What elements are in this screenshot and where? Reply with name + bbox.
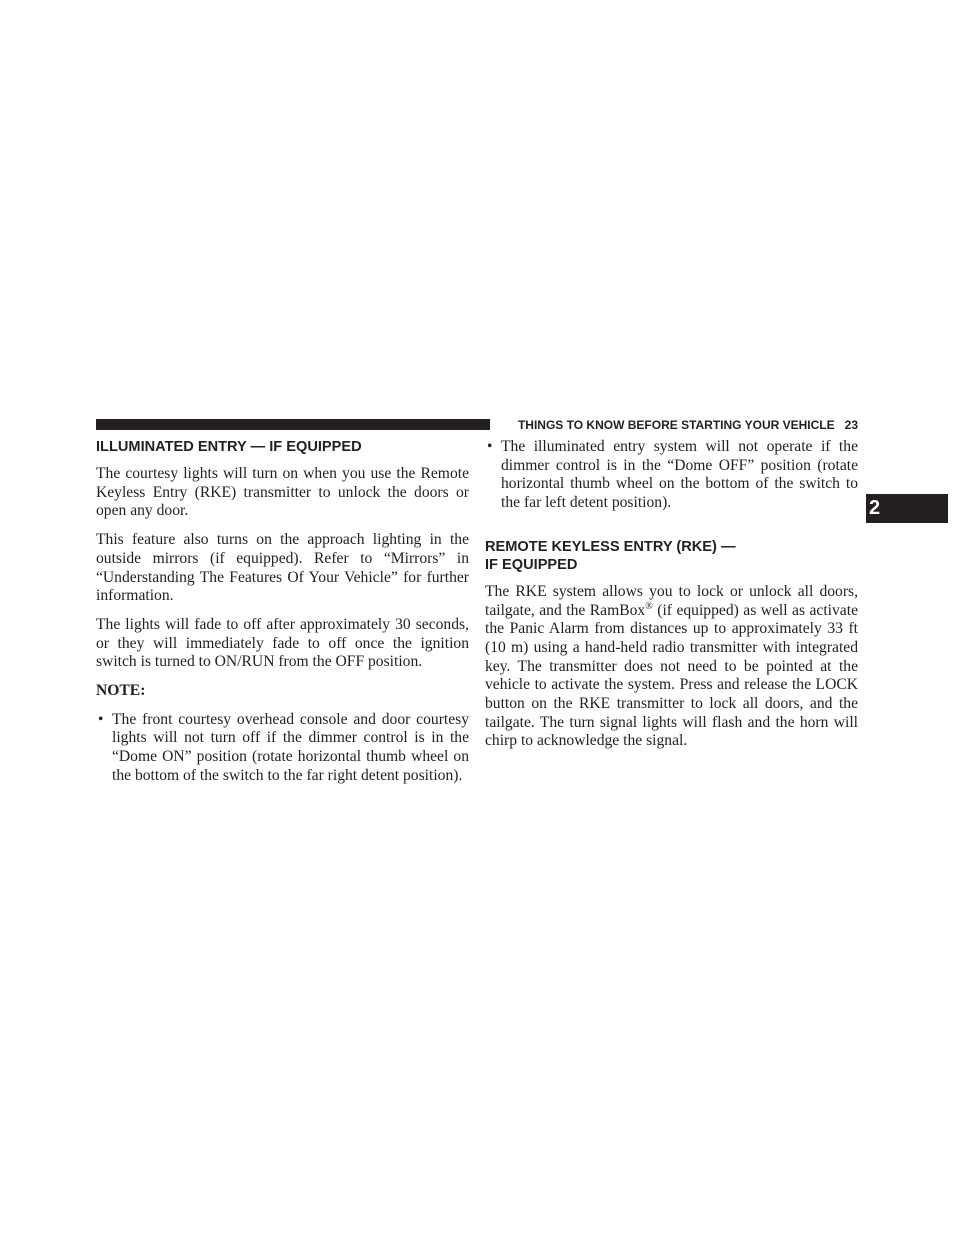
left-column: [96, 438, 469, 786]
section-heading-illuminated-entry: ILLUMINATED ENTRY — IF EQUIPPED: [96, 439, 362, 455]
rke-text-part-2: (if equipped) as well as activate the Panic Alarm from distances up to approximately 33 ft (10 m) using a hand-held radio transmitter with integrated key. The transmitter does not need to be pointed at the vehicle to activate the system. Press and release the LOCK button on the RKE transmitter to lock all doors, and the tailgate. The turn signal lights will flash and the horn will chirp to acknowledge the signal.: [485, 601, 858, 750]
running-header: [490, 417, 858, 433]
registered-trademark-mark: ®: [645, 600, 653, 612]
heading-line-1: REMOTE KEYLESS ENTRY (RKE) —: [485, 538, 736, 555]
rke-text-part-1: The RKE system allows you to lock or unlock all doors, tailgate, and the RamBox: [485, 582, 858, 619]
page-number: 23: [844, 418, 858, 432]
bullet-icon: •: [487, 438, 493, 455]
bullet-icon: •: [98, 710, 104, 728]
section-heading-rke: [485, 538, 858, 574]
header-rule-bar: [96, 419, 490, 430]
paragraph-fade-off: The lights will fade to off after approximately 30 seconds, or they will immediately fade to off once the ignition switch is turned to ON/RUN from the OFF position.: [96, 615, 469, 671]
bullet-text-dome-on: The front courtesy overhead console and door courtesy lights will not turn off if the dimmer control is in the “Dome ON” position (rotate horizontal thumb wheel on the bottom of the switch to the far right detent position).: [112, 710, 469, 784]
running-title: THINGS TO KNOW BEFORE STARTING YOUR VEHICLE: [517, 418, 835, 432]
chapter-tab: [866, 494, 948, 523]
note-label: NOTE:: [96, 682, 146, 700]
heading-line-2: IF EQUIPPED: [485, 556, 578, 573]
right-column: [485, 438, 858, 751]
bullet-text-dome-off: The illuminated entry system will not operate if the dimmer control is in the “Dome OFF” position (rotate horizontal thumb wheel on the bottom of the switch to the far left detent position).: [501, 438, 858, 512]
paragraph-approach-lighting: This feature also turns on the approach lighting in the outside mirrors (if equipped). Refer to “Mirrors” in “Understanding The Features Of Your Vehicle” for further information.: [96, 531, 469, 605]
list-item: [96, 711, 469, 786]
paragraph-courtesy-lights: The courtesy lights will turn on when you use the Remote Keyless Entry (RKE) transmitter to unlock the doors or open any door.: [96, 465, 469, 520]
chapter-number: 2: [869, 497, 881, 519]
list-item: [485, 438, 858, 513]
continued-bullet-list: [485, 438, 858, 513]
note-bullet-list: [96, 711, 469, 786]
paragraph-rke-system: [485, 583, 858, 751]
